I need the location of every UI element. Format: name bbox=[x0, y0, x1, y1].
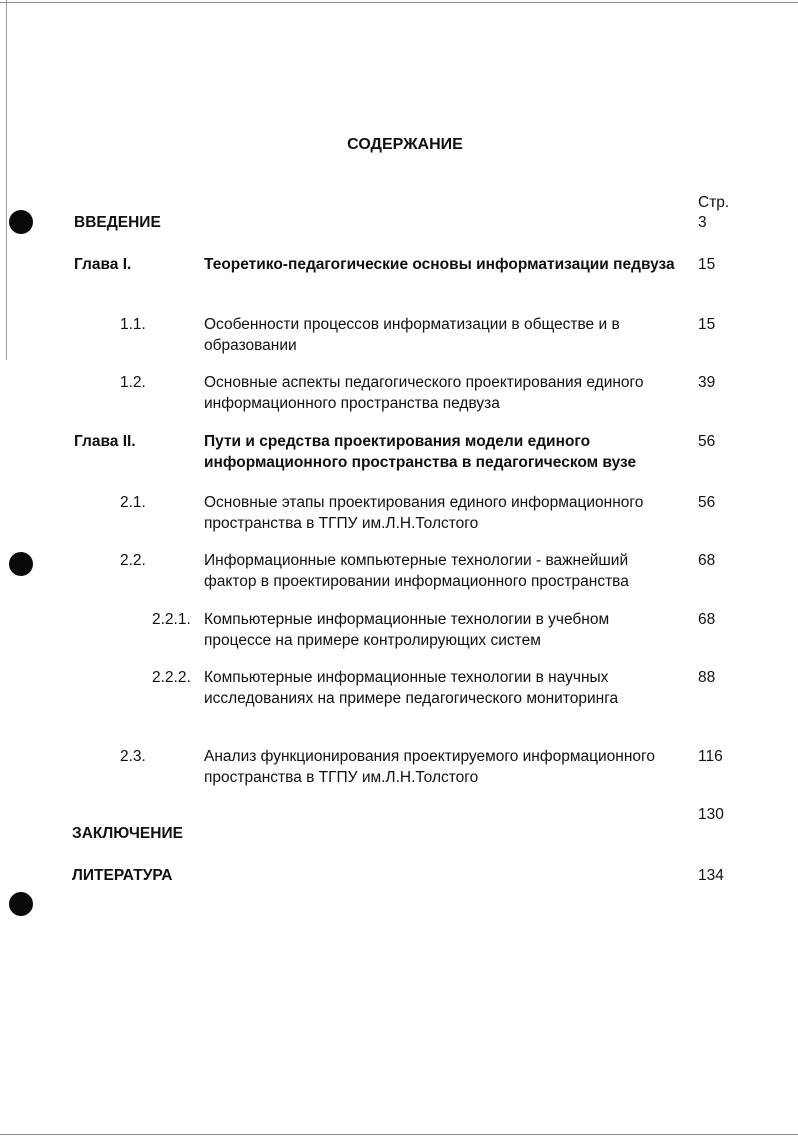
toc-subsection-title: Компьютерные информационные технологии в научных исследованиях на примере педагогического мониторинга bbox=[204, 669, 619, 707]
toc-section-title: Основные аспекты педагогического проектирования единого информационного пространства педвуза bbox=[204, 374, 644, 412]
toc-page-number: 15 bbox=[698, 316, 716, 333]
scan-top-edge bbox=[0, 2, 798, 3]
punch-hole bbox=[9, 210, 33, 234]
toc-page-number: 116 bbox=[698, 748, 723, 765]
toc-section-title: Информационные компьютерные технологии - важнейший фактор в проектировании информационного пространства bbox=[204, 552, 629, 590]
toc-page-number: 56 bbox=[698, 433, 716, 450]
scan-bottom-edge bbox=[0, 1134, 798, 1135]
toc-subsection-title: Компьютерные информационные технологии в учебном процессе на примере контролирующих систем bbox=[204, 611, 610, 649]
toc-page-number: 39 bbox=[698, 374, 716, 391]
toc-chapter-title: Пути и средства проектирования модели единого информационного пространства в педагогическом вузе bbox=[204, 433, 637, 471]
toc-page-number: 15 bbox=[698, 256, 716, 273]
toc-title: СОДЕРЖАНИЕ bbox=[347, 136, 463, 153]
punch-hole bbox=[9, 892, 33, 916]
toc-section-title: Особенности процессов информатизации в обществе и в образовании bbox=[204, 316, 620, 354]
page-column-header: Стр. bbox=[698, 194, 730, 211]
toc-page-number: 56 bbox=[698, 494, 716, 511]
toc-section-title: Основные этапы проектирования единого информационного пространства в ТГПУ им.Л.Н.Толстого bbox=[204, 494, 644, 532]
toc-page-number: 130 bbox=[698, 806, 724, 823]
toc-section-number: 2.1. bbox=[120, 494, 146, 511]
scan-left-edge bbox=[6, 0, 7, 360]
punch-hole bbox=[9, 552, 33, 576]
toc-section-number: 2.3. bbox=[120, 748, 146, 765]
toc-entry-introduction: ВВЕДЕНИЕ bbox=[74, 214, 161, 231]
toc-section-number: 1.1. bbox=[120, 316, 146, 333]
toc-chapter-number: Глава I. bbox=[74, 256, 132, 273]
toc-page-number: 88 bbox=[698, 669, 716, 686]
toc-subsection-number: 2.2.2. bbox=[152, 669, 191, 686]
toc-page-number: 134 bbox=[698, 867, 724, 884]
toc-entry-conclusion: ЗАКЛЮЧЕНИЕ bbox=[72, 825, 183, 842]
toc-page-number: 3 bbox=[698, 214, 707, 231]
toc-chapter-number: Глава II. bbox=[74, 433, 136, 450]
toc-chapter-title: Теоретико-педагогические основы информатизации педвуза bbox=[204, 256, 675, 273]
toc-section-title: Анализ функционирования проектируемого информационного пространства в ТГПУ им.Л.Н.Толстого bbox=[204, 748, 655, 786]
toc-section-number: 2.2. bbox=[120, 552, 146, 569]
toc-section-number: 1.2. bbox=[120, 374, 146, 391]
toc-page-number: 68 bbox=[698, 552, 716, 569]
toc-subsection-number: 2.2.1. bbox=[152, 611, 191, 628]
toc-page-number: 68 bbox=[698, 611, 716, 628]
toc-entry-references: ЛИТЕРАТУРА bbox=[72, 867, 173, 884]
